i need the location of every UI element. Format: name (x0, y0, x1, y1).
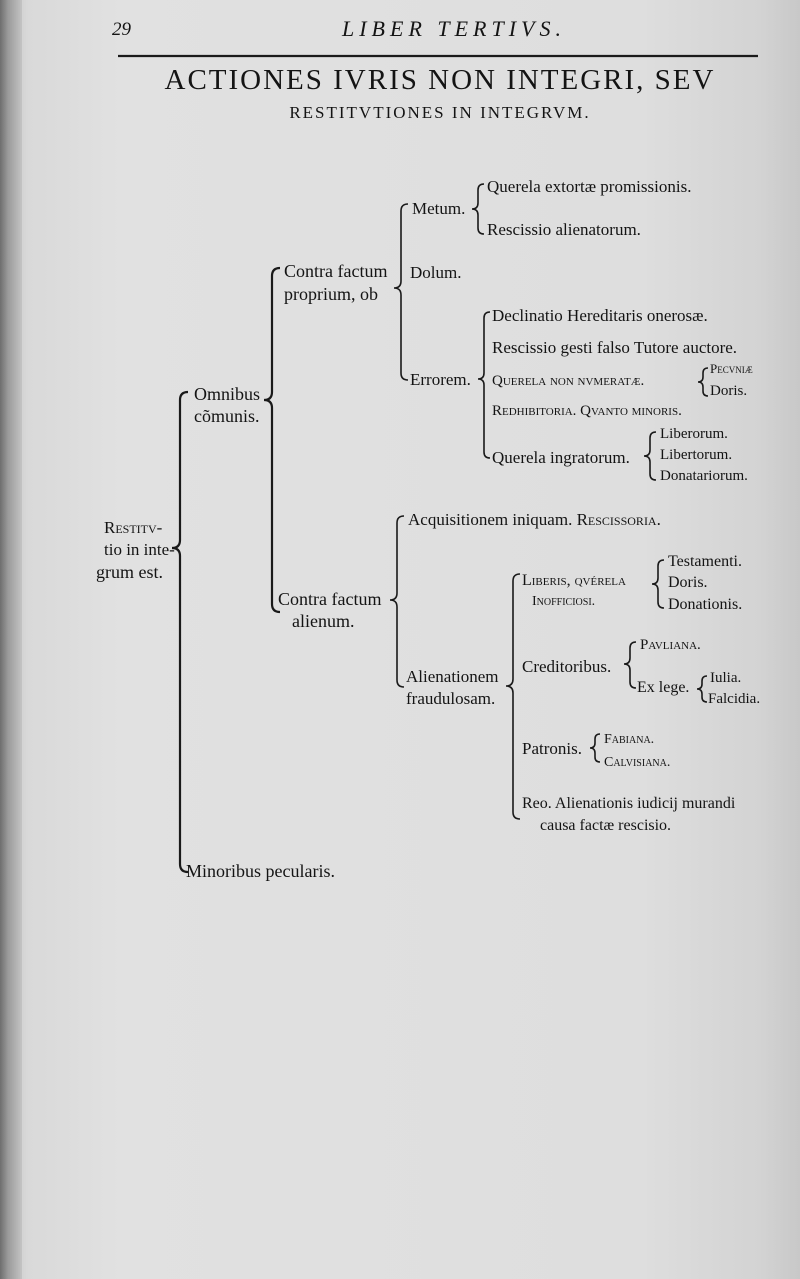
liberis-sub-item: Testamenti. (668, 553, 742, 570)
errorem-bracket (478, 312, 490, 458)
errorem-item: Querela ingratorum. (492, 448, 630, 467)
errorem-item: Rescissio gesti falso Tutore auctore. (492, 338, 738, 357)
errorem-label: Errorem. (410, 370, 471, 389)
liberis-line1: Liberis, qvérela (522, 572, 626, 589)
alienationem-line2: fraudulosam. (406, 689, 496, 708)
patronis-sub-item: Fabiana. (604, 732, 655, 747)
minoribus-label: Minoribus pecularis. (186, 861, 335, 881)
acquisitionem-text: Acquisitionem iniquam. (408, 510, 573, 529)
creditoribus-label: Creditoribus. (522, 657, 612, 676)
dolum-label: Dolum. (410, 263, 462, 282)
pecuniae-bracket (698, 368, 708, 396)
pecuniae-label: Pecvniæ (710, 361, 753, 376)
metum-label: Metum. (412, 199, 466, 218)
proprium-bracket (394, 204, 408, 380)
liberis-bracket (652, 560, 664, 608)
alienationem-bracket (506, 574, 520, 819)
exlege-label: Ex lege. (637, 679, 690, 696)
ingratorum-sub-item: Libertorum. (660, 447, 733, 463)
page-title: ACTIONES IVRIS NON INTEGRI, SEV (164, 64, 716, 96)
ingratorum-sub-item: Liberorum. (660, 426, 728, 442)
root-bracket (172, 392, 188, 872)
omnibus-label-line2: cõmunis. (194, 406, 260, 426)
liberis-sub-item: Donationis. (668, 596, 743, 613)
metum-bracket (472, 184, 484, 234)
alienum-bracket (390, 516, 404, 687)
page-subtitle: RESTITVTIONES IN INTEGRVM. (289, 103, 591, 122)
omnibus-bracket (264, 268, 280, 612)
metum-item: Rescissio alienatorum. (487, 220, 641, 239)
exlege-sub-item: Iulia. (710, 670, 742, 686)
root-label-line3: grum est. (96, 562, 163, 582)
running-title: LIBER TERTIVS. (342, 16, 566, 41)
contra-proprium-line2: proprium, ob (284, 284, 378, 304)
rescissoria-label: Rescissoria. (576, 510, 661, 529)
patronis-label: Patronis. (522, 739, 582, 758)
contra-alienum-line2: alienum. (292, 611, 355, 631)
omnibus-label-line1: Omnibus (194, 384, 261, 404)
liberis-sub-item: Doris. (668, 574, 708, 591)
exlege-sub-item: Falcidia. (708, 691, 761, 707)
ingratorum-sub-item: Donatariorum. (660, 468, 748, 484)
errorem-item: Declinatio Hereditaris onerosæ. (492, 306, 708, 325)
root-label-line1: Restitv- (104, 518, 163, 537)
errorem-item: Redhibitoria. Qvanto minoris. (492, 403, 682, 419)
reo-line2: causa factæ rescisio. (540, 817, 672, 834)
acquisitionem-label (408, 511, 661, 528)
doris-label: Doris. (710, 383, 748, 399)
page-number: 29 (112, 19, 131, 40)
liberis-line2: Inofficiosi. (532, 594, 596, 609)
patronis-sub-item: Calvisiana. (604, 755, 671, 770)
contra-alienum-line1: Contra factum (278, 589, 382, 609)
creditoribus-bracket (624, 642, 636, 688)
metum-item: Querela extortæ promissionis. (487, 177, 692, 196)
alienationem-line1: Alienationem (406, 667, 499, 686)
contra-proprium-line1: Contra factum (284, 261, 388, 281)
patronis-bracket (590, 734, 600, 762)
exlege-bracket (697, 676, 707, 702)
pauliana-label: Pavliana. (640, 637, 701, 653)
reo-line1: Reo. Alienationis iudicij murandi (522, 795, 736, 812)
root-label-line2: tio in inte- (104, 540, 175, 559)
ingratorum-bracket (644, 432, 656, 480)
errorem-item: Querela non nvmeratæ. (492, 373, 645, 389)
